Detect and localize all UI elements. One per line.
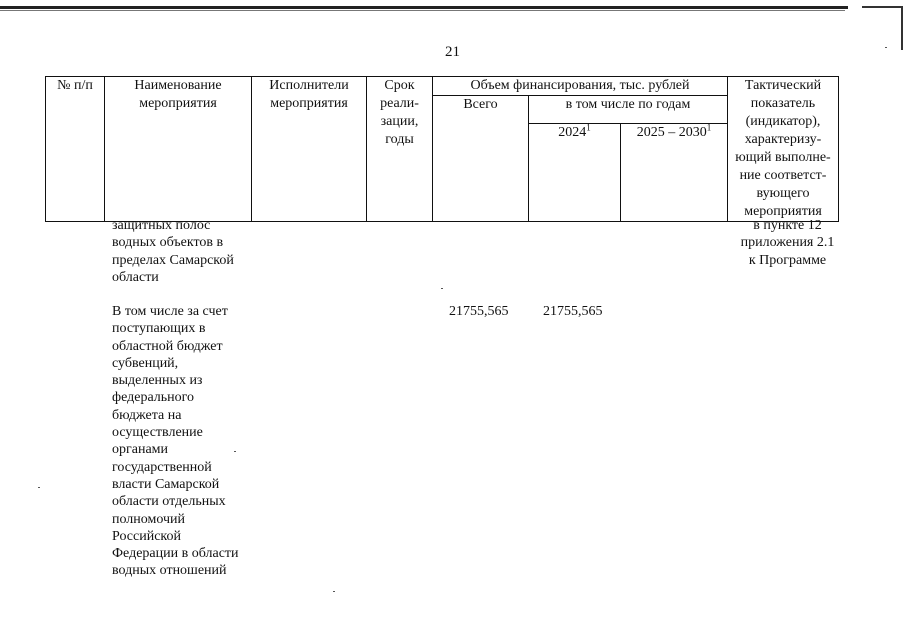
header-year-2025-2030-cell — [621, 124, 728, 222]
row-1-name-line: пределах Самарской — [112, 252, 234, 268]
row-2-name-line: В том числе за счет — [112, 304, 228, 319]
header-year-2024: 2024 — [558, 125, 587, 140]
row-2-name-line: Российской — [112, 528, 181, 544]
scan-speck — [333, 591, 335, 592]
row-2-name-line: водных отношений — [112, 563, 227, 579]
row-2-name-line: власти Самарской — [112, 476, 220, 492]
header-name: Наименование мероприятия — [134, 78, 222, 111]
header-executors: Исполнители мероприятия — [269, 78, 349, 111]
row-2-name-line: полномочий — [112, 511, 186, 527]
row-2-name-line: бюджета на — [112, 407, 182, 423]
row-1-name-line: водных объектов в — [112, 235, 224, 251]
row-2-name-line: субвенций, — [112, 355, 179, 371]
row-2-name-line: государственной — [112, 459, 212, 475]
header-total: Всего — [463, 97, 498, 112]
page-number: 21 — [445, 44, 460, 60]
row-2-name-line: органами — [112, 442, 169, 458]
row-2-name-line: областной бюджет — [112, 338, 223, 354]
header-by-years-cell — [529, 96, 728, 124]
scan-speck — [38, 487, 40, 488]
row-1-name-line: защитных полос — [112, 218, 211, 233]
funding-table-header — [45, 76, 839, 222]
header-year-2024-cell — [529, 124, 621, 222]
row-1-name-line: области — [112, 269, 159, 285]
row-1-name — [112, 217, 257, 286]
header-period-cell — [367, 77, 433, 222]
row-2-name-line: осуществление — [112, 425, 203, 441]
scan-speck — [441, 288, 443, 289]
row-2-year-2024: 21755,565 — [543, 304, 603, 319]
row-1-indicator-line: приложения 2.1 — [740, 235, 835, 251]
header-name-cell — [105, 77, 252, 222]
header-indicator: Тактический показатель (индикатор), характеризу-ющий выполне-ние соответст-вующего мероприятия — [735, 78, 831, 219]
row-2-name-line: федерального — [112, 390, 195, 406]
row-2-total: 21755,565 — [449, 304, 509, 319]
row-2-name — [112, 303, 257, 580]
header-number: № п/п — [57, 78, 93, 93]
row-2-name-line: Федерации в области — [112, 546, 239, 562]
header-indicator-cell — [728, 77, 839, 222]
header-funding: Объем финансирования, тыс. рублей — [470, 78, 690, 93]
header-funding-cell — [433, 77, 728, 96]
header-by-years: в том числе по годам — [565, 97, 691, 112]
header-total-cell — [433, 96, 529, 222]
header-executors-cell — [252, 77, 367, 222]
row-1-indicator-line: к Программе — [748, 252, 827, 268]
header-year-2024-footnote: 1 — [586, 122, 591, 133]
scan-edge-line — [0, 6, 848, 9]
row-2-name-line: области отдельных — [112, 494, 226, 510]
scan-corner-mark-top — [862, 6, 903, 8]
row-1-indicator — [732, 217, 843, 269]
scan-edge-line-thin — [0, 10, 845, 11]
header-period: Срок реали-зации, годы — [380, 78, 419, 147]
header-number-cell — [46, 77, 105, 222]
header-year-2025-2030-footnote: 1 — [706, 122, 712, 133]
row-2-name-line: выделенных из — [112, 373, 203, 389]
header-year-2025-2030: 2025 – 2030 — [636, 125, 707, 140]
row-2-name-line: поступающих в — [112, 321, 206, 337]
row-1-indicator-line: в пункте 12 — [753, 218, 822, 233]
